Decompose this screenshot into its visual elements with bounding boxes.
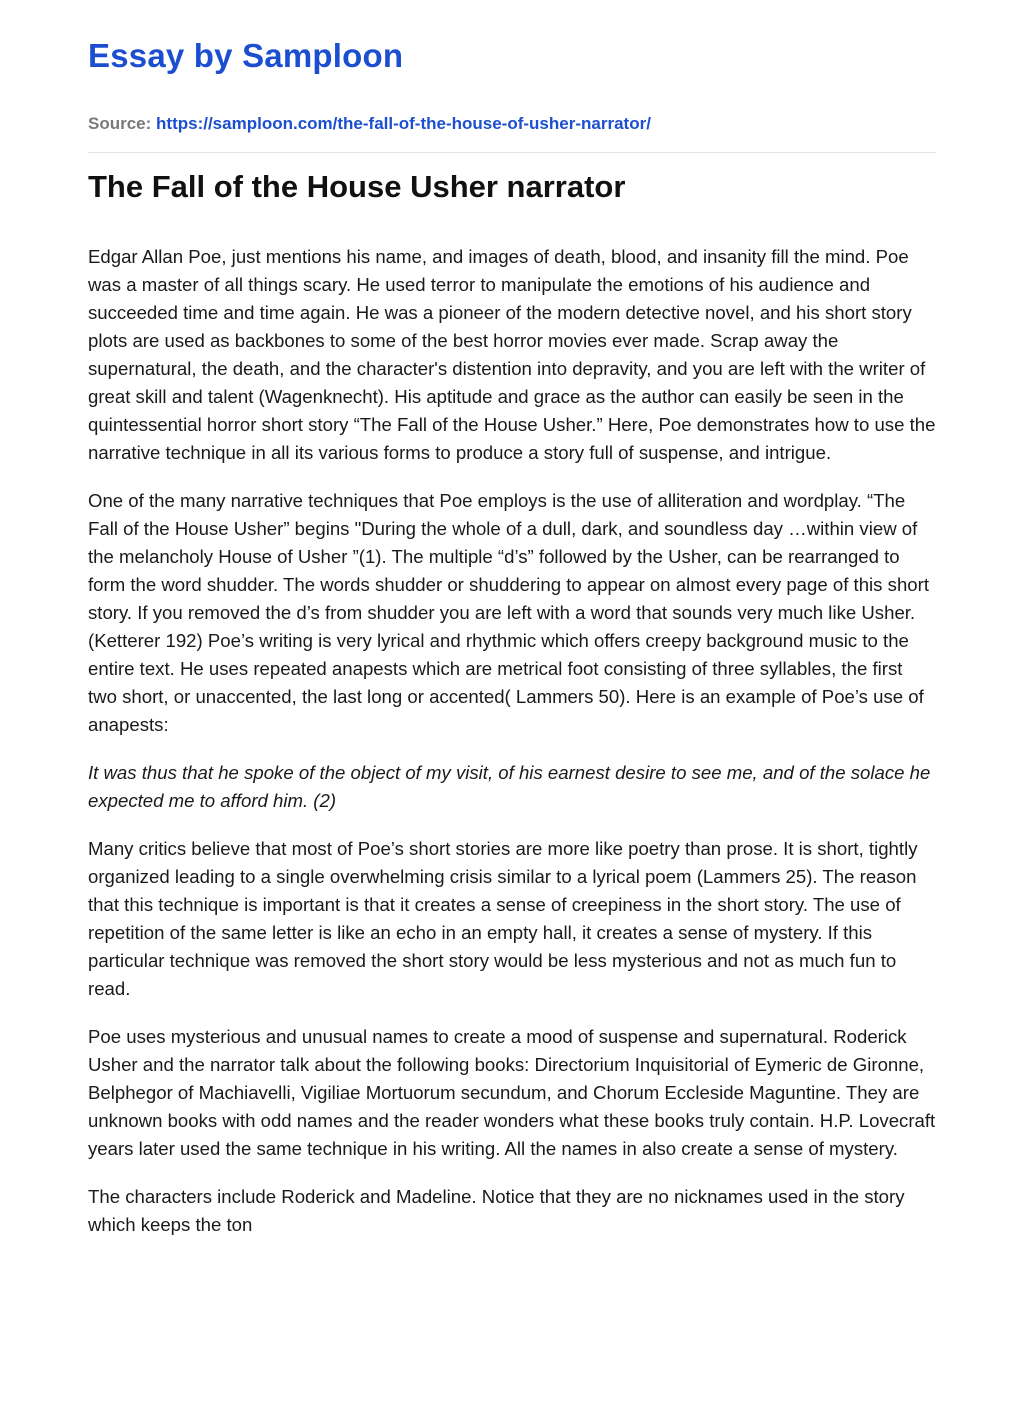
paragraph-1: Edgar Allan Poe, just mentions his name, and images of death, blood, and insanity fill the mind. Poe was a master of all things scary. He used terror to manipulate the emotions of his audience and succeeded time and time again. He was a pioneer of the modern detective novel, and his short story plots are used as backbones to some of the best horror movies ever made. Scrap away the supernatural, the death, and the character's distention into depravity, and you are left with the writer of great skill and talent (Wagenknecht). His aptitude and grace as the author can easily be seen in the quintessential horror short story “The Fall of the House Usher.” Here, Poe demonstrates how to use the narrative technique in all its various forms to produce a story full of suspense, and intrigue. — [88, 246, 936, 463]
paragraph-4: Many critics believe that most of Poe’s short stories are more like poetry than prose. It is short, tightly organized leading to a single overwhelming crisis similar to a lyrical poem (Lammers 25). The reason that this technique is important is that it creates a sense of creepiness in the short story. The use of repetition of the same letter is like an echo in an empty hall, it creates a sense of mystery. If this particular technique was removed the short story would be less mysterious and not as much fun to read. — [88, 838, 918, 999]
brand-title: Essay by Samploon — [88, 37, 404, 74]
essay-body — [88, 243, 936, 1239]
paragraph-6: The characters include Roderick and Madeline. Notice that they are no nicknames used in the story which keeps the ton — [88, 1186, 905, 1235]
header-divider — [88, 152, 936, 153]
source-label: Source: — [88, 114, 152, 133]
paragraph-2: One of the many narrative techniques that Poe employs is the use of alliteration and wordplay. “The Fall of the House Usher” begins "During the whole of a dull, dark, and soundless day …within view of the melancholy House of Usher ”(1). The multiple “d’s” followed by the Usher, can be rearranged to form the word shudder. The words shudder or shuddering to appear on almost every page of this short story. If you removed the d’s from shudder you are left with a word that sounds very much like Usher. (Ketterer 192) Poe’s writing is very lyrical and rhythmic which offers creepy background music to the entire text. He uses repeated anapests which are metrical foot consisting of three syllables, the first two short, or unaccented, the last long or accented( Lammers 50). Here is an example of Poe’s use of anapests: — [88, 490, 929, 735]
quote-paragraph: It was thus that he spoke of the object of my visit, of his earnest desire to see me, and of the solace he expected me to afford him. (2) — [88, 762, 931, 811]
source-link[interactable]: https://samploon.com/the-fall-of-the-house-of-usher-narrator/ — [156, 114, 651, 133]
paragraph-5: Poe uses mysterious and unusual names to create a mood of suspense and supernatural. Roderick Usher and the narrator talk about the following books: Directorium Inquisitorial of Eymeric de Gironne, Belphegor of Machiavelli, Vigiliae Mortuorum secundum, and Chorum Eccleside Maguntine. They are unknown books with odd names and the reader wonders what these books truly contain. H.P. Lovecraft years later used the same technique in his writing. All the names in also create a sense of mystery. — [88, 1026, 936, 1159]
essay-page — [88, 0, 936, 1259]
source-line — [88, 112, 936, 136]
essay-title: The Fall of the House Usher narrator — [88, 169, 626, 204]
